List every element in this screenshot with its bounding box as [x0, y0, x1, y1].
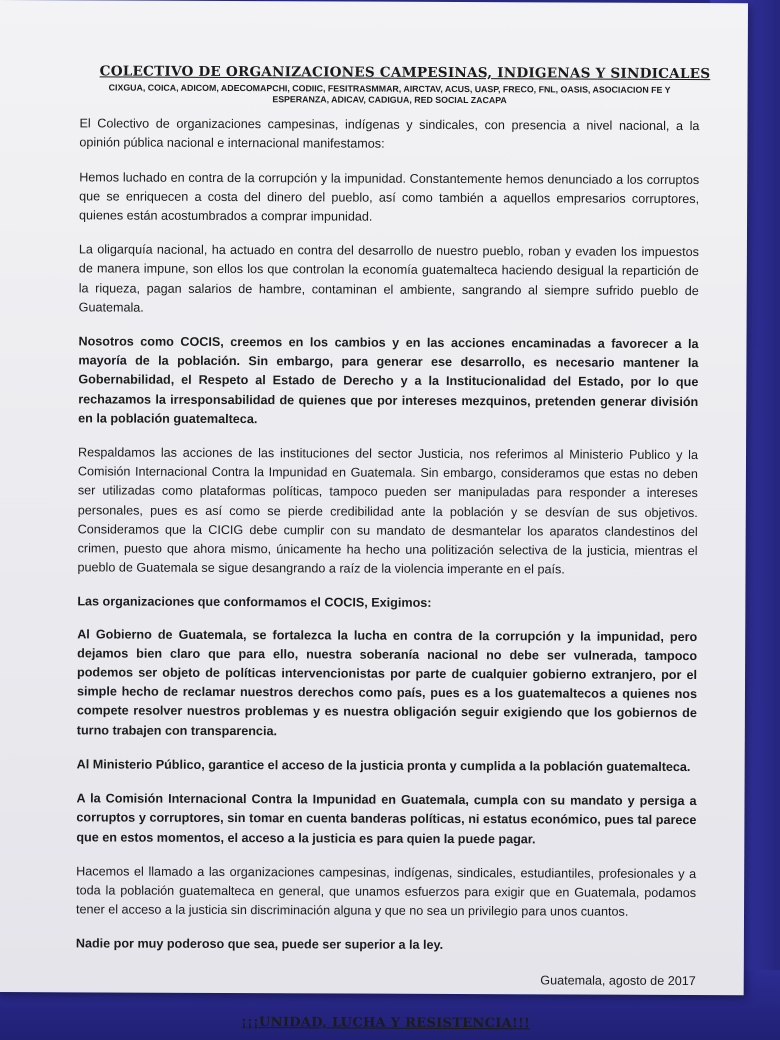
- paragraph-demand-cicig: A la Comisión Internacional Contra la Impunidad en Guatemala, cumpla con su mandato y persiga a corruptos y corruptores, sin tomar en cuenta banderas políticas, ni estatus económico, pues tal parece que en estos momentos, el acceso a la justicia es para quien la puede pagar.: [76, 791, 697, 846]
- paragraph-law: Nadie por muy poderoso que sea, puede ser superior a la ley.: [75, 936, 444, 953]
- paragraph-demands-heading: Las organizaciones que conformamos el COCIS, Exigimos:: [77, 594, 432, 611]
- paragraph-justice-sector: Respaldamos las acciones de las instituciones del sector Justicia, nos referimos al Ministerio Publico y la Comisión Internacional Contra la Impunidad en Guatemala. Sin embargo, consideramos que estas no deben ser utilizadas como plataformas políticas, tampoco pueden ser manipuladas para responder a intereses personales, pues es así como se pierde credibilidad ante la población y se desvían de sus objetivos. Consideramos que la CICIG debe cumplir con su mandato de desmantelar los aparatos clandestinos del crimen, puesto que ahora mismo, únicamente ha hecho una politización selectiva de la justicia, mientras el pueblo de Guatemala se sigue desangrando a raíz de la violencia imperante en el país.: [77, 445, 699, 577]
- paragraph-intro: El Colectivo de organizaciones campesinas, indígenas y sindicales, con presencia a nivel nacional, a la opinión pública nacional e internacional manifestamos:: [79, 116, 700, 152]
- paragraph-call: Hacemos el llamado a las organizaciones campesinas, indígenas, sindicales, estudiantiles, profesionales y a toda la población guatemalteca en general, que unamos esfuerzos para exigir que en Guatemala, podamos tener el acceso a la justicia sin discriminación alguna y que no sea un privilegio para unos cuantos.: [76, 864, 697, 919]
- paragraph-cocis: Nosotros como COCIS, creemos en los cambios y en las acciones encaminadas a favorecer a la mayoría de la población. Sin embargo, para generar ese desarrollo, es necesario mantener la Gobernabilidad, el Respeto al Estado de Derecho y a la Institucionalidad del Estado, por lo que rechazamos la irresponsabilidad de quienes que por intereses mezquinos, pretenden generar división en la población guatemalteca.: [78, 334, 699, 426]
- document-body: [75, 62, 711, 1034]
- document-title: COLECTIVO DE ORGANIZACIONES CAMPESINAS, INDIGENAS Y SINDICALES: [99, 63, 711, 83]
- document-slogan: ¡¡¡UNIDAD, LUCHA Y RESISTENCIA!!!: [240, 1014, 531, 1032]
- document-subtitle: CIXGUA, COICA, ADICOM, ADECOMAPCHI, CODIIC, FESITRASMMAR, AIRCTAV, ACUS, UASP, FRECO, FNL, OASIS, ASOCIACION FE Y ESPERANZA, ADICAV, CADIGUA, RED SOCIAL ZACAPA: [108, 82, 671, 106]
- document-date: Guatemala, agosto de 2017: [540, 972, 696, 988]
- paragraph-demand-government: Al Gobierno de Guatemala, se fortalezca la lucha en contra de la corrupción y la impunidad, pero dejamos bien claro que para ello, nuestra soberanía nacional no debe ser vulnerada, tampoco podemos ser objeto de políticas intervencionistas por parte de cualquier gobierno extranjero, por el simple hecho de reclamar nuestros derechos como país, pues es a los guatemaltecos a quienes nos compete resolver nuestros problemas y es nuestra obligación seguir exigiendo que los gobiernos de turno trabajen con transparencia.: [76, 627, 698, 738]
- paragraph-demand-ministry: Al Ministerio Público, garantice el acceso de la justicia pronta y cumplida a la población guatemalteca.: [76, 757, 691, 774]
- paragraph-corruption: Hemos luchado en contra de la corrupción y la impunidad. Constantemente hemos denunciado a los corruptos que se enriquecen a costa del dinero del pueblo, así como también a aquellos empresarios corruptores, quienes están acostumbrados a comprar impunidad.: [79, 169, 700, 224]
- paragraph-oligarchy: La oligarquía nacional, ha actuado en contra del desarrollo de nuestro pueblo, roban y evaden los impuestos de manera impune, son ellos los que controlan la economía guatemalteca haciendo desigual la repartición de la riqueza, pagan salarios de hambre, contaminan el ambiente, sangrando al siempre sufrido pueblo de Guatemala.: [78, 242, 699, 315]
